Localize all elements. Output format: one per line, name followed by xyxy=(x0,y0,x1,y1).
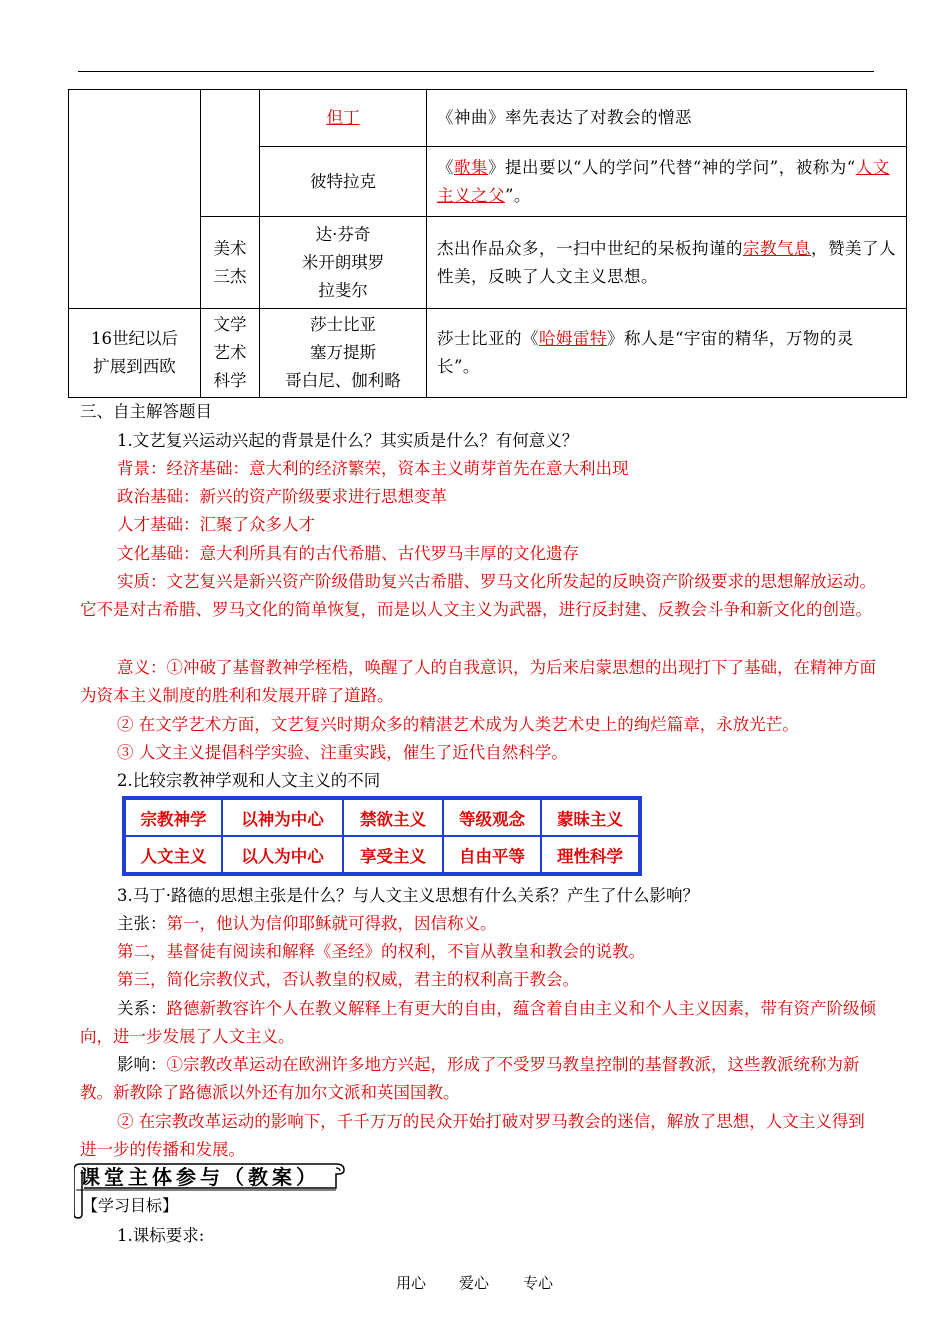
cell-person xyxy=(260,217,427,309)
highlighted-term: 哈姆雷特 xyxy=(539,329,607,348)
question-3: 3.马丁·路德的思想主张是什么？与人文主义思想有什么关系？产生了什么影响？ xyxy=(117,886,699,905)
description-fragment: 杰出作品众多，一扫中世纪的呆板拘谨的 xyxy=(437,238,743,258)
answer-1-meaning: 意义：①冲破了基督教神学桎梏，唤醒了人的自我意识，为后来启蒙思想的出现打下了基础，在精神方面为资本主义制度的胜利和发展开辟了道路。 xyxy=(80,658,876,705)
description-text xyxy=(437,108,692,127)
field-label: 美术 三杰 xyxy=(213,238,247,286)
description-fragment: ”。 xyxy=(505,185,531,205)
description-fragment: 《 xyxy=(437,157,454,177)
description-text xyxy=(437,329,854,376)
cell-person xyxy=(260,309,427,398)
answer-3-impact xyxy=(80,1051,876,1107)
lesson-title: 课堂主体参与（教案） xyxy=(80,1165,320,1189)
cell-field xyxy=(201,90,260,217)
cell-desc xyxy=(427,147,907,217)
compare-cell: 宗教神学 xyxy=(125,799,222,836)
answer-3-line: 第三，简化宗教仪式，否认教皇的权威，君主的权利高于教会。 xyxy=(117,970,579,989)
section-heading: 三、自主解答题目 xyxy=(80,402,212,421)
compare-cell: 等级观念 xyxy=(443,799,541,836)
compare-cell: 自由平等 xyxy=(443,836,541,873)
compare-cell: 人文主义 xyxy=(125,836,222,873)
answer-3-line: 第二，基督徒有阅读和解释《圣经》的权利，不盲从教皇和教会的说教。 xyxy=(117,942,645,961)
answer-1-line: ② 在文学艺术方面，文艺复兴时期众多的精湛艺术成为人类艺术史上的绚烂篇章，永放光芒。 xyxy=(117,715,799,734)
answer-1-line: ③ 人文主义提倡科学实验、注重实践，催生了近代自然科学。 xyxy=(117,743,568,762)
table-row xyxy=(125,799,639,836)
cell-period xyxy=(69,90,201,309)
header-rule xyxy=(78,71,874,72)
cell-field xyxy=(201,309,260,398)
highlighted-term: 人文主义之父 xyxy=(437,157,890,205)
compare-cell: 以神为中心 xyxy=(222,799,343,836)
answer-1-line: 人才基础：汇聚了众多人才 xyxy=(117,515,315,534)
compare-cell: 蒙昧主义 xyxy=(541,799,639,836)
person-name: 莎士比亚 塞万提斯 哥白尼、伽利略 xyxy=(285,315,401,390)
description-fragment: 》称人是“宇宙的精华，万物的灵长”。 xyxy=(437,329,854,376)
compare-cell: 禁欲主义 xyxy=(343,799,443,836)
person-name: 彼特拉克 xyxy=(310,171,376,191)
period-label: 16世纪以后 扩展到西欧 xyxy=(91,329,178,376)
answer-1-line: 政治基础：新兴的资产阶级要求进行思想变革 xyxy=(117,487,447,506)
cell-desc xyxy=(427,217,907,309)
answer-label: 影响： xyxy=(117,1055,167,1074)
answer-text: 路德新教容许个人在教义解释上有更大的自由，蕴含着自由主义和个人主义因素，带有资产阶级倾向，进一步发展了人文主义。 xyxy=(80,999,876,1046)
description-fragment: 》提出要以“人的学问”代替“神的学问”，被称为“ xyxy=(488,157,856,177)
question-2: 2.比较宗教神学观和人文主义的不同 xyxy=(117,771,381,790)
answer-text: ①宗教改革运动在欧洲许多地方兴起，形成了不受罗马教皇控制的基督教派，这些教派统称为新教。新教除了路德派以外还有加尔文派和英国国教。 xyxy=(80,1055,860,1102)
highlighted-term: 宗教气息 xyxy=(743,238,811,258)
highlighted-term: 歌集 xyxy=(454,157,488,177)
table-row xyxy=(69,309,907,398)
compare-cell: 享受主义 xyxy=(343,836,443,873)
answer-3-impact-2: ② 在宗教改革运动的影响下，千千万万的民众开始打破对罗马教会的迷信，解放了思想，人文主义得到进一步的传播和发展。 xyxy=(80,1112,865,1159)
answer-3-main xyxy=(117,910,497,938)
answer-3-relation xyxy=(80,995,876,1051)
renaissance-table xyxy=(68,89,907,398)
description-fragment: 《神曲》率先表达了对教会的憎恶 xyxy=(437,108,692,127)
compare-cell: 以人为中心 xyxy=(222,836,343,873)
cell-period xyxy=(69,309,201,398)
footer-text: 爱心 xyxy=(459,1274,490,1292)
table-row xyxy=(125,836,639,873)
person-name: 但丁 xyxy=(326,108,360,127)
answer-label: 主张： xyxy=(117,914,167,933)
question-1: 1.文艺复兴运动兴起的背景是什么？其实质是什么？有何意义？ xyxy=(117,431,579,450)
footer-text: 用心 xyxy=(396,1274,427,1292)
cell-desc xyxy=(427,90,907,147)
compare-cell: 理性科学 xyxy=(541,836,639,873)
comparison-table xyxy=(122,796,642,876)
person-name: 达·芬奇 米开朗琪罗 拉斐尔 xyxy=(301,224,385,300)
description-text xyxy=(437,239,896,286)
description-fragment: ，赞美了人性美，反映了人文主义思想。 xyxy=(437,238,896,286)
table-row xyxy=(69,90,907,147)
description-fragment: 莎士比亚的《 xyxy=(437,329,539,348)
field-label: 文学 艺术 科学 xyxy=(213,315,247,390)
cell-person xyxy=(260,90,427,147)
answer-1-essence: 实质：文艺复兴是新兴资产阶级借助复兴古希腊、罗马文化所发起的反映资产阶级要求的思想解放运动。它不是对古希腊、罗马文化的简单恢复，而是以人文主义为武器，进行反封建、反教会斗争和新文化的创造。 xyxy=(80,572,876,619)
cell-person xyxy=(260,147,427,217)
description-text xyxy=(437,158,890,205)
cell-field xyxy=(201,217,260,309)
lesson-subtitle: 【学习目标】 xyxy=(82,1196,179,1215)
footer-text: 专心 xyxy=(523,1274,554,1292)
lesson-item-1: 1.课标要求: xyxy=(117,1226,205,1245)
answer-label: 关系： xyxy=(117,999,167,1018)
answer-text: 第一，他认为信仰耶稣就可得救，因信称义。 xyxy=(166,914,497,933)
answer-1-line: 文化基础：意大利所具有的古代希腊、古代罗马丰厚的文化遗存 xyxy=(117,544,579,563)
cell-desc xyxy=(427,309,907,398)
answer-1-line: 背景：经济基础：意大利的经济繁荣，资本主义萌芽首先在意大利出现 xyxy=(117,459,629,478)
